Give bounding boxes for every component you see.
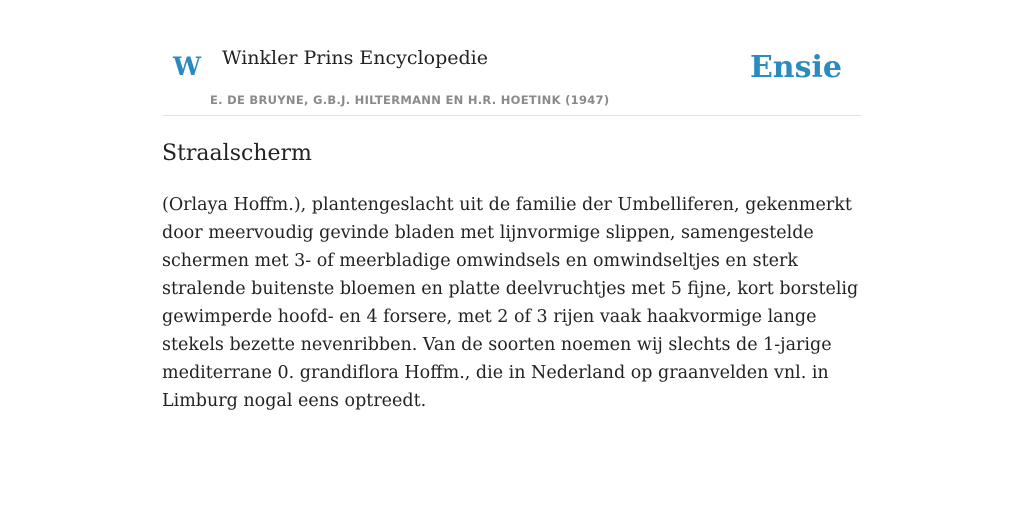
article-body: (Orlaya Hoffm.), plantengeslacht uit de familie der Umbelliferen, gekenmerkt door meervoudig gevinde bladen met lijnvormige slippen, samengestelde schermen met 3- of meerbladige omwindsels en omwindseltjes en sterk stralende buitenste bloemen en platte deelvruchtjes met 5 fijne, kort borstelig gewimperde hoofd- en 4 forsere, met 2 of 3 rijen vaak haakvormige lange stekels bezette nevenribben. Van de soorten noemen wij slechts de 1-jarige mediterrane 0. grandiflora Hoffm., die in Nederland op graanvelden vnl. in Limburg nogal eens optreedt.	[162, 195, 859, 412]
article-card	[162, 40, 862, 415]
publication-title[interactable]: Winkler Prins Encyclopedie	[222, 47, 488, 69]
publication-logo-icon[interactable]: W	[173, 52, 202, 81]
publication-authors: E. DE BRUYNE, G.B.J. HILTERMANN EN H.R. HOETINK (1947)	[210, 93, 610, 107]
article-title: Straalscherm	[162, 141, 312, 166]
publication-header	[162, 40, 862, 116]
ensie-logo[interactable]: Ensie	[749, 50, 842, 85]
